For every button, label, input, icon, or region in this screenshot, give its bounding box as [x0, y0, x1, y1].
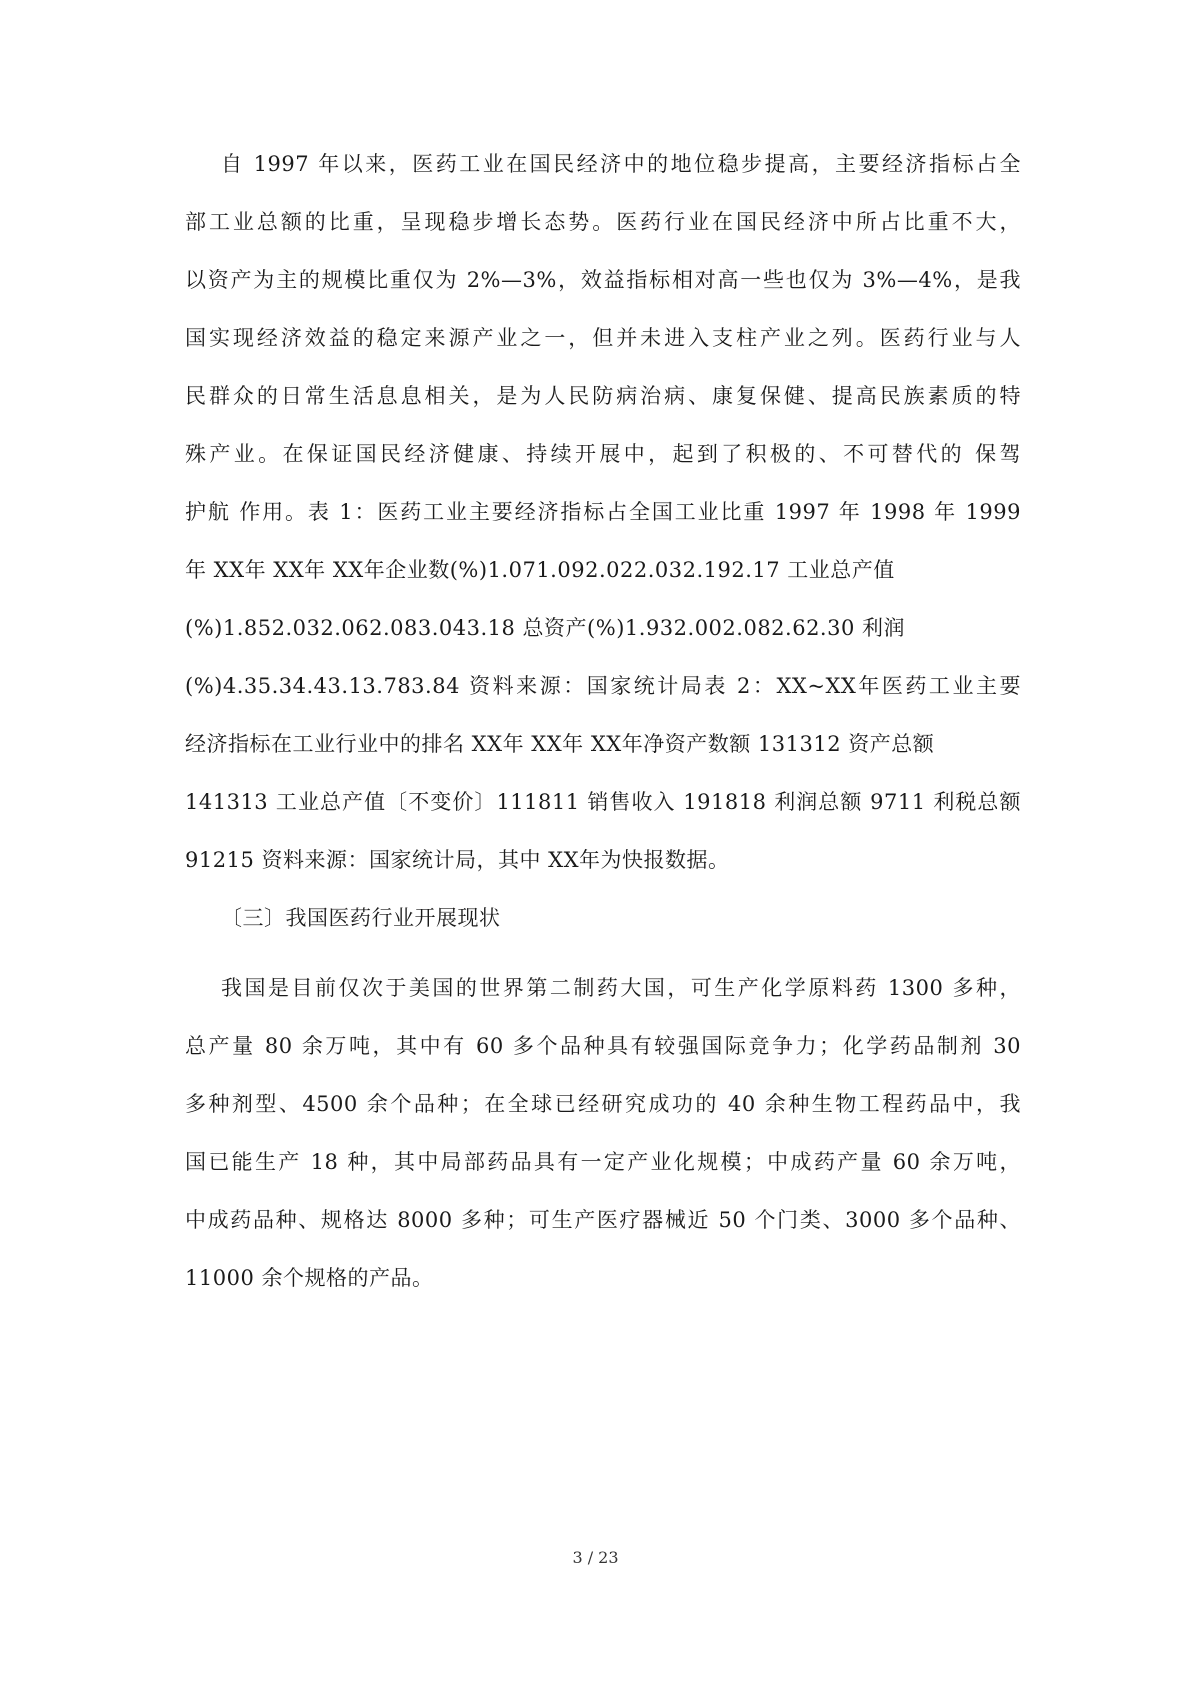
paragraph-line: 经济指标在工业行业中的排名 XX年 XX年 XX年净资产数额 131312 资产总额	[185, 732, 935, 756]
paragraph-line: 国实现经济效益的稳定来源产业之一，但并未进入支柱产业之列。医药行业与人	[185, 326, 1021, 350]
paragraph-line: 自 1997 年以来，医药工业在国民经济中的地位稳步提高，主要经济指标占全	[221, 152, 1021, 176]
paragraph-line: 我国是目前仅次于美国的世界第二制药大国，可生产化学原料药 1300 多种，	[221, 976, 1021, 1000]
paragraph-line: 以资产为主的规模比重仅为 2%—3%，效益指标相对高一些也仅为 3%—4%，是我	[185, 268, 1021, 292]
paragraph-line: 中成药品种、规格达 8000 多种；可生产医疗器械近 50 个门类、3000 多个品种、	[185, 1208, 1021, 1232]
paragraph-line: 总产量 80 余万吨，其中有 60 多个品种具有较强国际竞争力；化学药品制剂 30	[185, 1034, 1021, 1058]
paragraph-line: 殊产业。在保证国民经济健康、持续开展中，起到了积极的、不可替代的 保驾	[185, 442, 1021, 466]
paragraph-line: 国已能生产 18 种，其中局部药品具有一定产业化规模；中成药产量 60 余万吨，	[185, 1150, 1021, 1174]
paragraph-line: 年 XX年 XX年 XX年企业数(%)1.071.092.022.032.192.17 工业总产值	[185, 558, 895, 582]
paragraph-line: 民群众的日常生活息息相关，是为人民防病治病、康复保健、提高民族素质的特	[185, 384, 1021, 408]
paragraph-line: 141313 工业总产值〔不变价〕111811 销售收入 191818 利润总额 9711 利税总额	[185, 790, 1021, 814]
paragraph-line: (%)1.852.032.062.083.043.18 总资产(%)1.932.002.082.62.30 利润	[185, 616, 906, 640]
paragraph-line: (%)4.35.34.43.13.783.84 资料来源：国家统计局表 2：XX~XX年医药工业主要	[185, 674, 1021, 698]
page-number: 3 / 23	[572, 1548, 619, 1567]
paragraph-line: 91215 资料来源：国家统计局，其中 XX年为快报数据。	[185, 848, 730, 872]
paragraph-line: 部工业总额的比重，呈现稳步增长态势。医药行业在国民经济中所占比重不大，	[185, 210, 1021, 234]
paragraph-line: 11000 余个规格的产品。	[185, 1266, 434, 1290]
paragraph-line: 护航 作用。表 1：医药工业主要经济指标占全国工业比重 1997 年 1998 年 1999	[185, 500, 1021, 524]
paragraph-line: 多种剂型、4500 余个品种；在全球已经研究成功的 40 余种生物工程药品中，我	[185, 1092, 1021, 1116]
section-heading: 〔三〕我国医药行业开展现状	[221, 906, 501, 930]
